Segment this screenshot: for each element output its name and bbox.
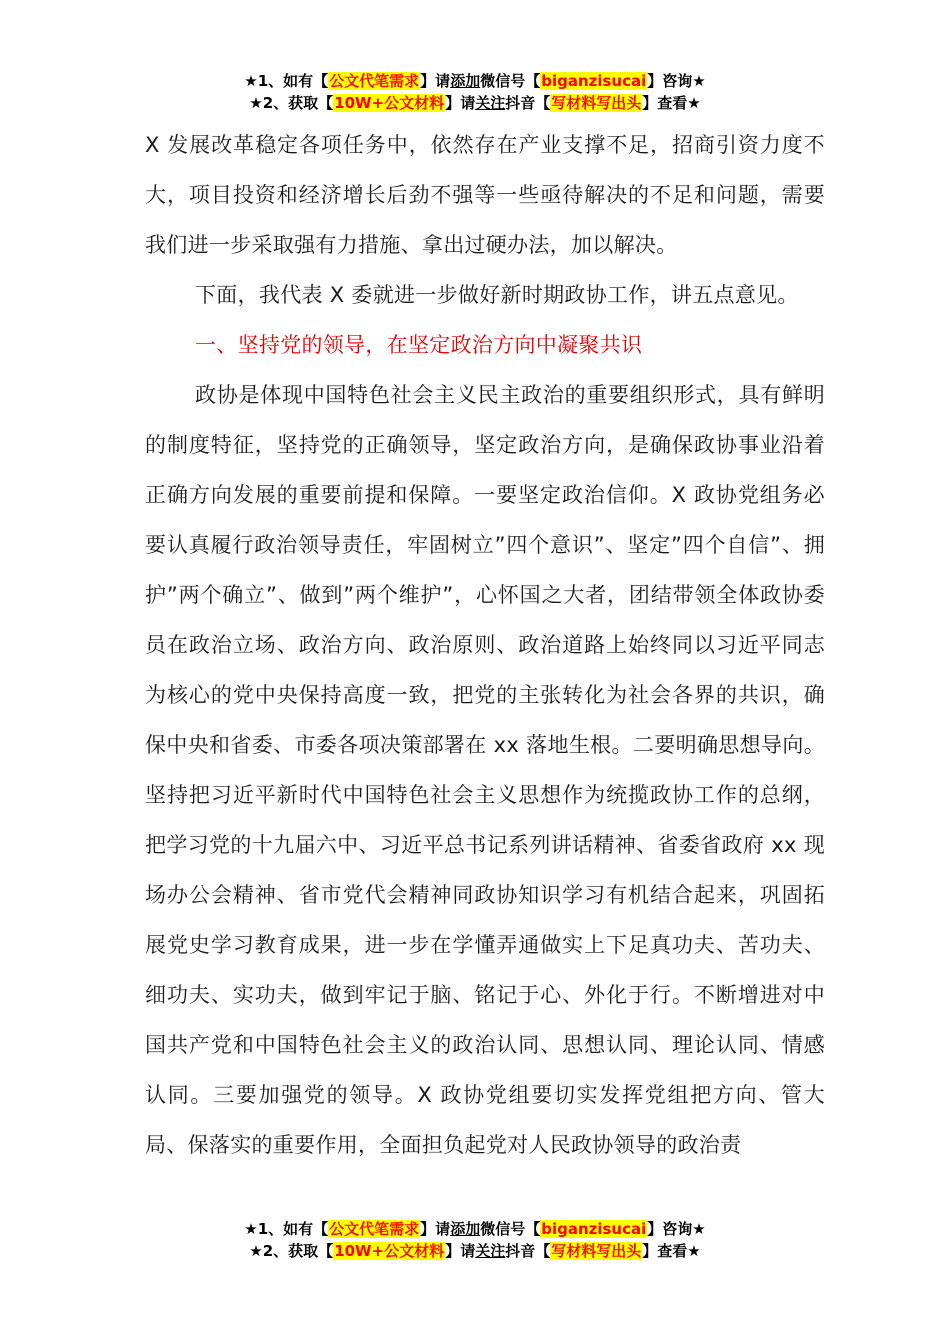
banner-text: 抖音【 bbox=[505, 94, 551, 112]
banner-line-1 bbox=[0, 1218, 950, 1240]
banner-douyin-account: 写材料写出头 bbox=[551, 94, 642, 112]
banner-underlined-text: 关注 bbox=[475, 1242, 506, 1260]
banner-underlined-text: 添加 bbox=[450, 1220, 481, 1238]
banner-highlight: 公文代笔需求 bbox=[329, 1220, 420, 1238]
banner-text: 】请 bbox=[420, 72, 451, 90]
paragraph-body: 政协是体现中国特色社会主义民主政治的重要组织形式，具有鲜明的制度特征，坚持党的正确领导，坚定政治方向，是确保政协事业沿着正确方向发展的重要前提和保障。一要坚定政治信仰。X 政协党组务必要认真履行政治领导责任，牢固树立”四个意识”、坚定”四个自信”、拥护”两个确立”、做到”两个维护”，心怀国之大者，团结带领全体政协委员在政治立场、政治方向、政治原则、政治道路上始终同以习近平同志为核心的党中央保持高度一致，把党的主张转化为社会各界的共识，确保中央和省委、市委各项决策部署在 xx 落地生根。二要明确思想导向。坚持把习近平新时代中国特色社会主义思想作为统揽政协工作的总纲，把学习党的十九届六中、习近平总书记系列讲话精神、省委省政府 xx 现场办公会精神、省市党代会精神同政协知识学习有机结合起来，巩固拓展党史学习教育成果，进一步在学懂弄通做实上下足真功夫、苦功夫、细功夫、实功夫，做到牢记于脑、铭记于心、外化于行。不断增进对中国共产党和中国特色社会主义的政治认同、思想认同、理论认同、情感认同。三要加强党的领导。X 政协党组要切实发挥党组把方向、管大局、保落实的重要作用，全面担负起党对人民政协领导的政治责 bbox=[145, 383, 825, 1157]
banner-text: 】查看★ bbox=[642, 1242, 701, 1260]
paragraph-intro: 下面，我代表 X 委就进一步做好新时期政协工作，讲五点意见。 bbox=[195, 283, 799, 307]
banner-text: ★1、如有【 bbox=[244, 1220, 329, 1238]
banner-douyin-account: 写材料写出头 bbox=[551, 1242, 642, 1260]
banner-underlined-text: 关注 bbox=[475, 94, 506, 112]
banner-underlined-text: 添加 bbox=[450, 72, 481, 90]
banner-wechat-id: biganzisucai bbox=[541, 1220, 647, 1238]
banner-text: 】请 bbox=[445, 1242, 476, 1260]
banner-text: 】请 bbox=[445, 94, 476, 112]
section-heading: 一、坚持党的领导，在坚定政治方向中凝聚共识 bbox=[195, 333, 643, 357]
footer-banner bbox=[0, 1218, 950, 1262]
banner-text: 】查看★ bbox=[642, 94, 701, 112]
banner-text: 微信号【 bbox=[480, 72, 541, 90]
banner-text: 】请 bbox=[420, 1220, 451, 1238]
banner-text: 抖音【 bbox=[505, 1242, 551, 1260]
banner-text: 】咨询★ bbox=[647, 1220, 706, 1238]
banner-highlight: 10W+公文材料 bbox=[334, 94, 445, 112]
banner-line-2 bbox=[0, 1240, 950, 1262]
banner-highlight: 公文代笔需求 bbox=[329, 72, 420, 90]
banner-text: ★2、获取【 bbox=[249, 1242, 334, 1260]
banner-text: 】咨询★ bbox=[647, 72, 706, 90]
banner-line-2 bbox=[0, 92, 950, 114]
banner-text: ★1、如有【 bbox=[244, 72, 329, 90]
paragraph-continued: X 发展改革稳定各项任务中，依然存在产业支撑不足，招商引资力度不大，项目投资和经济增长后劲不强等一些亟待解决的不足和问题，需要我们进一步采取强有力措施、拿出过硬办法，加以解决。 bbox=[145, 133, 825, 257]
document-body bbox=[145, 120, 825, 1170]
header-banner bbox=[0, 70, 950, 114]
banner-text: ★2、获取【 bbox=[249, 94, 334, 112]
banner-highlight: 10W+公文材料 bbox=[334, 1242, 445, 1260]
banner-text: 微信号【 bbox=[480, 1220, 541, 1238]
banner-line-1 bbox=[0, 70, 950, 92]
banner-wechat-id: biganzisucai bbox=[541, 72, 647, 90]
